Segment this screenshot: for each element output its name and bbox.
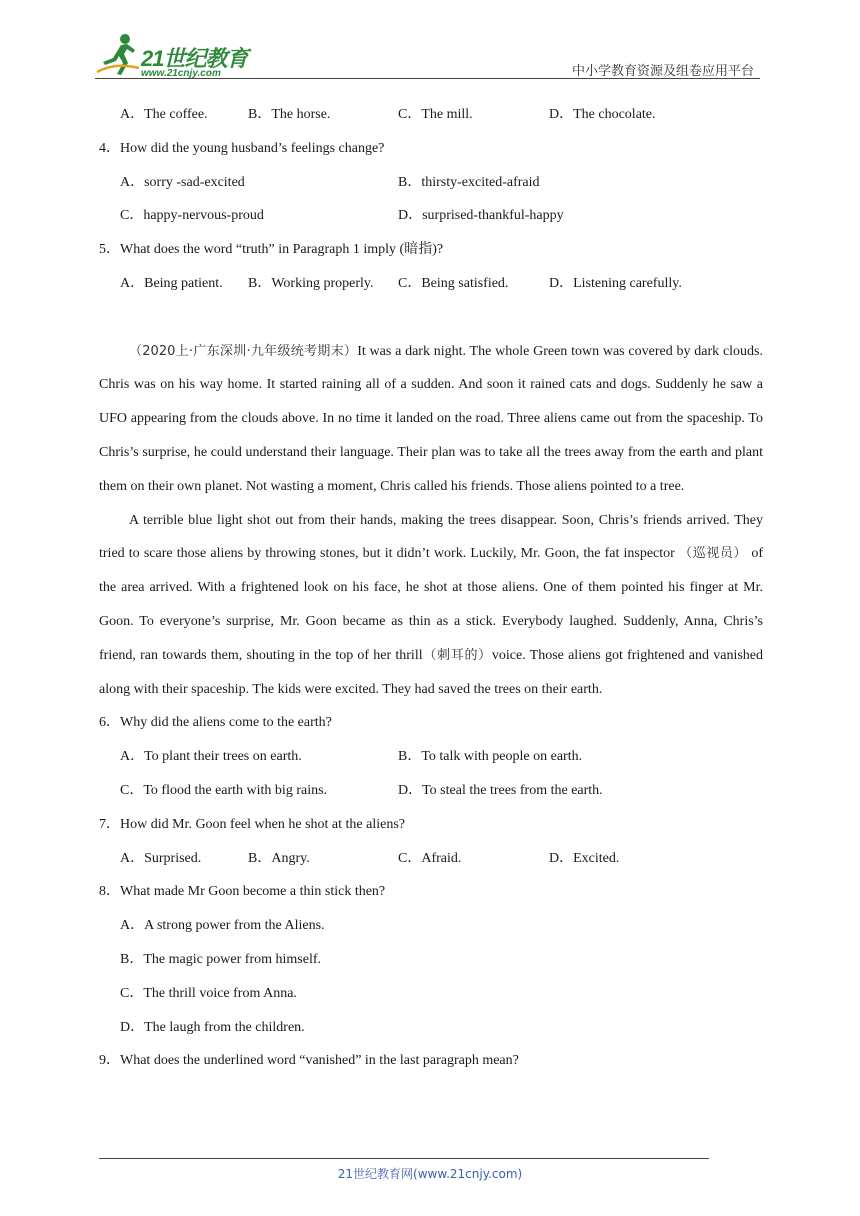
passage-p1-text: It was a dark night. The whole Green town was covered by dark clouds. Chris was on his way home. It started raining all of a sudden. And soon it rained cats and dogs. Suddenly he saw a UFO appearing from the clouds above. In no time it landed on the road. Three aliens came out from the spaceship. To Chris’s surprise, he could understand their language. Their plan was to take all the trees away from the earth and plant them on their own planet. Not wasting a moment, Chris called his friends. Those aliens pointed to a tree. bbox=[99, 343, 764, 494]
q4-options-row1 bbox=[99, 166, 763, 200]
gloss-inspector: （巡视员） bbox=[678, 546, 748, 562]
passage-paragraph-1 bbox=[99, 335, 763, 504]
q5-options bbox=[99, 267, 763, 301]
q3-option-d[interactable]: D．The chocolate. bbox=[549, 107, 656, 122]
header-platform-text: 中小学教育资源及组卷应用平台 bbox=[571, 64, 754, 79]
passage-p2-text-b: of the area arrived. With a frightened look on his face, he shot at those aliens. One of them pointed his finger at Mr. Goon. To everyone’s surprise, Mr. Goon became as thin as a stick. Everybody laughed. Suddenly, Anna, Chris’s friend, ran towards them, shouting in the top of her thrill bbox=[99, 546, 763, 663]
q4-option-a[interactable]: A．sorry -sad-excited bbox=[120, 174, 245, 190]
q4-option-b[interactable]: B．thirsty-excited-afraid bbox=[398, 174, 540, 190]
q3-option-a[interactable]: A．The coffee. bbox=[120, 107, 208, 122]
q7-option-d[interactable]: D．Excited. bbox=[549, 850, 620, 866]
q8-stem: 8．What made Mr Goon become a thin stick then? bbox=[99, 884, 386, 900]
q8-option-row-a bbox=[99, 909, 763, 943]
passage-p2-text-c: voice. Those aliens got frightened and vanished along with their spaceship. The kids were excited. They had saved the trees on their earth. bbox=[99, 647, 763, 697]
q5-option-d[interactable]: D．Listening carefully. bbox=[549, 275, 682, 291]
q3-options bbox=[99, 98, 763, 132]
q7-options bbox=[99, 842, 763, 876]
q8-option-c[interactable]: C．The thrill voice from Anna. bbox=[120, 985, 297, 1001]
q3-option-c[interactable]: C．The mill. bbox=[398, 107, 473, 122]
q4-option-c[interactable]: C．happy-nervous-proud bbox=[120, 208, 264, 224]
section-spacer bbox=[99, 301, 763, 335]
q5-option-c[interactable]: C．Being satisfied. bbox=[398, 275, 509, 291]
q7-option-a[interactable]: A．Surprised. bbox=[120, 850, 202, 866]
passage-paragraph-2 bbox=[99, 504, 763, 707]
q8-option-a[interactable]: A．A strong power from the Aliens. bbox=[120, 918, 325, 934]
q7-stem: 7．How did Mr. Goon feel when he shot at the aliens? bbox=[99, 816, 405, 832]
q5-option-b[interactable]: B．Working properly. bbox=[248, 275, 374, 291]
q7-option-b[interactable]: B．Angry. bbox=[248, 850, 310, 866]
q8-option-row-b bbox=[99, 943, 763, 977]
q5-stem: 5．What does the word “truth” in Paragraph 1 imply (暗指)? bbox=[99, 242, 444, 258]
runner-icon bbox=[95, 32, 143, 78]
footer-link[interactable]: 21世纪教育网(www.21cnjy.com) bbox=[337, 1167, 523, 1181]
q9-stem: 9．What does the underlined word “vanished” in the last paragraph mean? bbox=[99, 1053, 519, 1069]
q3-option-b[interactable]: B．The horse. bbox=[248, 107, 331, 122]
page-header bbox=[95, 28, 760, 80]
q6-options-row1 bbox=[99, 740, 763, 774]
q8-option-d[interactable]: D．The laugh from the children. bbox=[120, 1019, 305, 1035]
q6-option-c[interactable]: C．To flood the earth with big rains. bbox=[120, 782, 328, 798]
passage-source: （2020上·广东深圳·九年级统考期末） bbox=[129, 343, 358, 359]
footer-divider bbox=[99, 1158, 709, 1159]
logo-url: www.21cnjy.com bbox=[141, 68, 221, 79]
page-content bbox=[99, 98, 763, 1078]
q8-option-row-c bbox=[99, 977, 763, 1011]
q6-options-row2 bbox=[99, 774, 763, 808]
q4-stem: 4．How did the young husband’s feelings change? bbox=[99, 140, 385, 156]
q7-option-c[interactable]: C．Afraid. bbox=[398, 850, 462, 866]
q8-option-row-d bbox=[99, 1011, 763, 1045]
gloss-thrill: （刺耳的） bbox=[422, 647, 492, 663]
q6-stem: 6．Why did the aliens come to the earth? bbox=[99, 715, 332, 731]
q8-option-b[interactable]: B．The magic power from himself. bbox=[120, 951, 322, 967]
q5-option-a[interactable]: A．Being patient. bbox=[120, 275, 223, 291]
passage-p2-text-a: A terrible blue light shot out from their hands, making the trees disappear. Soon, Chris’s friends arrived. They tried to scare those aliens by throwing stones, but it didn’t work. Luckily, Mr. Goon, the fat inspector bbox=[99, 512, 763, 562]
header-divider bbox=[95, 78, 760, 79]
logo-text: 21世纪教育 bbox=[141, 46, 248, 71]
q6-option-b[interactable]: B．To talk with people on earth. bbox=[398, 749, 583, 765]
q4-options-row2 bbox=[99, 199, 763, 233]
site-logo[interactable] bbox=[95, 32, 265, 78]
q6-option-a[interactable]: A．To plant their trees on earth. bbox=[120, 749, 302, 765]
q4-option-d[interactable]: D．surprised-thankful-happy bbox=[398, 208, 564, 224]
q6-option-d[interactable]: D．To steal the trees from the earth. bbox=[398, 782, 603, 798]
